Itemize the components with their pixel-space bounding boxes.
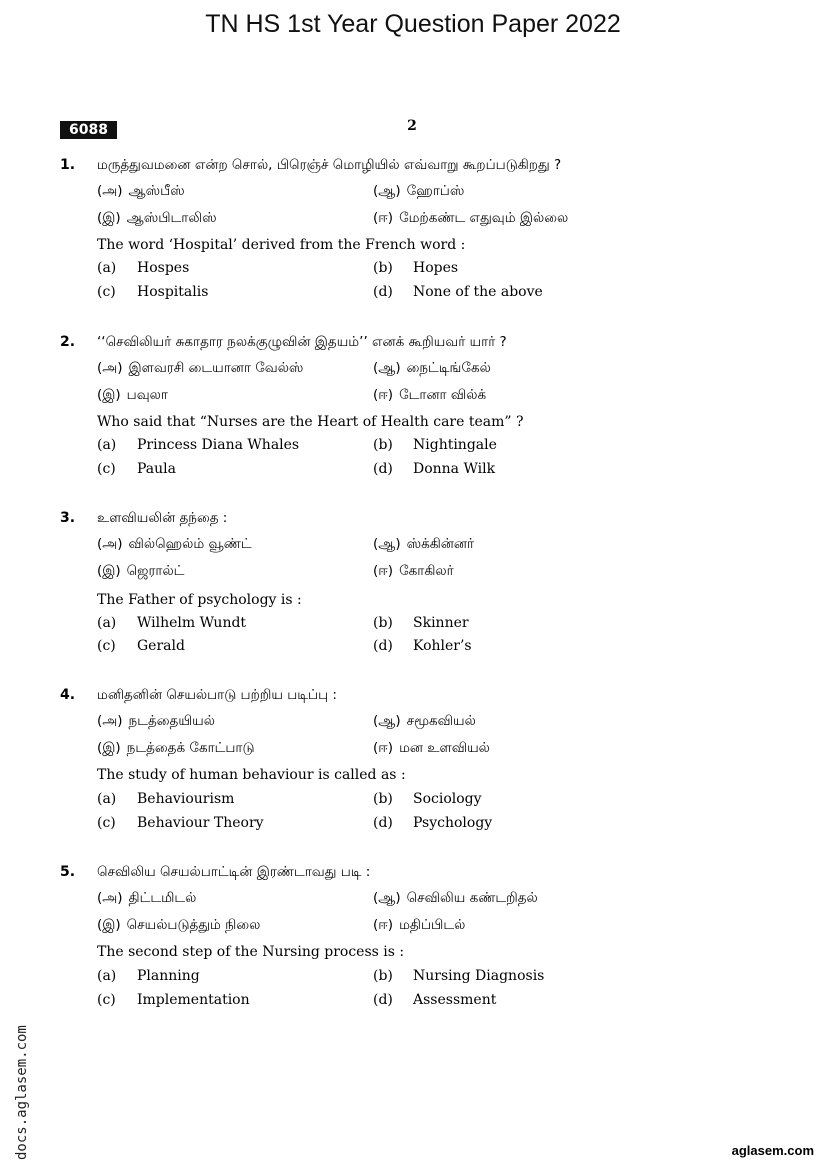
option-text: Hopes xyxy=(413,260,459,276)
option-text: கோகிலர் xyxy=(399,563,454,579)
english-option xyxy=(97,791,234,807)
option-label: (a) xyxy=(97,260,117,276)
tamil-option xyxy=(97,210,217,228)
option-label: (d) xyxy=(373,992,393,1008)
page-number: 2 xyxy=(407,118,417,134)
question-text-tamil: செவிலிய செயல்பாட்டின் இரண்டாவது படி : xyxy=(97,864,371,880)
option-label: (a) xyxy=(97,791,117,807)
english-option xyxy=(373,968,544,984)
option-text: Assessment xyxy=(413,992,497,1008)
question-number: 4. xyxy=(60,687,76,703)
option-label: (a) xyxy=(97,615,117,631)
option-text: சமூகவியல் xyxy=(406,713,476,729)
option-label: (ஈ) xyxy=(373,210,394,226)
option-label: (அ) xyxy=(97,713,123,729)
tamil-option xyxy=(97,360,303,378)
tamil-option xyxy=(97,917,260,935)
tamil-option xyxy=(373,536,474,554)
option-label: (ஆ) xyxy=(373,536,401,552)
option-text: டோனா வில்க் xyxy=(399,387,487,403)
option-text: Psychology xyxy=(413,815,493,831)
option-label: (a) xyxy=(97,968,117,984)
option-label: (ஆ) xyxy=(373,890,401,906)
english-option xyxy=(373,815,492,831)
option-text: நைட்டிங்கேல் xyxy=(406,360,491,376)
option-label: (b) xyxy=(373,437,393,453)
option-label: (அ) xyxy=(97,890,123,906)
english-option xyxy=(97,615,246,631)
option-text: Donna Wilk xyxy=(413,461,496,477)
question-text-english: The Father of psychology is : xyxy=(97,592,302,608)
option-label: (ஆ) xyxy=(373,713,401,729)
question-text-english: The second step of the Nursing process is : xyxy=(97,944,405,960)
paper-code-badge: 6088 xyxy=(60,121,117,139)
english-option xyxy=(373,791,482,807)
option-text: Nursing Diagnosis xyxy=(413,968,545,984)
option-label: (இ) xyxy=(97,740,121,756)
option-text: Skinner xyxy=(413,615,469,631)
english-option xyxy=(373,615,469,631)
question-text-tamil: உளவியலின் தந்தை : xyxy=(97,510,228,526)
question-text-english: Who said that “Nurses are the Heart of Health care team” ? xyxy=(97,414,524,430)
option-text: Wilhelm Wundt xyxy=(137,615,247,631)
tamil-option xyxy=(373,740,490,758)
tamil-option xyxy=(97,890,196,908)
tamil-option xyxy=(373,713,476,731)
english-option xyxy=(97,638,185,654)
option-text: Kohler’s xyxy=(413,638,472,654)
question-text-tamil: ‘‘செவிலியர் சுகாதார நலக்குழுவின் இதயம்’’ எனக் கூறியவர் யார் ? xyxy=(97,334,507,350)
option-text: Nightingale xyxy=(413,437,497,453)
option-label: (b) xyxy=(373,791,393,807)
english-option xyxy=(373,638,472,654)
option-text: Princess Diana Whales xyxy=(137,437,300,453)
tamil-option xyxy=(373,890,538,908)
english-option xyxy=(373,437,497,453)
option-text: நடத்தைக் கோட்பாடு xyxy=(126,740,255,756)
option-label: (c) xyxy=(97,992,116,1008)
option-text: Planning xyxy=(137,968,200,984)
option-label: (அ) xyxy=(97,360,123,376)
option-text: ஹோப்ஸ் xyxy=(406,183,465,199)
english-option xyxy=(97,992,250,1008)
option-text: None of the above xyxy=(413,284,543,300)
option-label: (d) xyxy=(373,284,393,300)
english-option xyxy=(97,461,176,477)
tamil-option xyxy=(373,183,464,201)
tamil-option xyxy=(97,713,215,731)
option-label: (b) xyxy=(373,260,393,276)
option-text: Behaviourism xyxy=(137,791,235,807)
side-watermark: docs.aglasem.com xyxy=(14,1025,30,1160)
option-label: (d) xyxy=(373,638,393,654)
option-text: ஜெரால்ட் xyxy=(126,563,185,579)
option-text: வில்ஹெல்ம் வூண்ட் xyxy=(128,536,252,552)
tamil-option xyxy=(97,387,168,405)
footer-brand: aglasem.com xyxy=(731,1143,814,1158)
option-text: மதிப்பிடல் xyxy=(399,917,466,933)
option-text: செவிலிய கண்டறிதல் xyxy=(406,890,538,906)
option-text: Implementation xyxy=(137,992,250,1008)
tamil-option xyxy=(97,183,185,201)
option-label: (அ) xyxy=(97,183,123,199)
option-text: ஸ்க்கின்னர் xyxy=(406,536,475,552)
option-label: (ஈ) xyxy=(373,740,394,756)
option-text: திட்டமிடல் xyxy=(128,890,197,906)
option-text: செயல்படுத்தும் நிலை xyxy=(126,917,261,933)
english-option xyxy=(97,815,264,831)
option-text: ஆஸ்பிடாலிஸ் xyxy=(126,210,217,226)
tamil-option xyxy=(373,360,491,378)
option-label: (ஈ) xyxy=(373,563,394,579)
option-text: Behaviour Theory xyxy=(137,815,264,831)
option-label: (ஆ) xyxy=(373,360,401,376)
english-option xyxy=(97,260,189,276)
option-label: (c) xyxy=(97,284,116,300)
option-text: மன உளவியல் xyxy=(399,740,490,756)
option-label: (d) xyxy=(373,461,393,477)
english-option xyxy=(373,260,458,276)
english-option xyxy=(97,284,208,300)
question-text-english: The study of human behaviour is called as : xyxy=(97,767,406,783)
option-label: (அ) xyxy=(97,536,123,552)
question-number: 1. xyxy=(60,157,76,173)
question-number: 3. xyxy=(60,510,76,526)
option-text: இளவரசி டையானா வேல்ஸ் xyxy=(128,360,304,376)
option-text: Gerald xyxy=(137,638,185,654)
option-label: (இ) xyxy=(97,387,121,403)
option-label: (ஆ) xyxy=(373,183,401,199)
question-number: 2. xyxy=(60,334,76,350)
option-label: (ஈ) xyxy=(373,917,394,933)
english-option xyxy=(97,437,299,453)
option-label: (இ) xyxy=(97,210,121,226)
option-text: Hospes xyxy=(137,260,190,276)
option-label: (c) xyxy=(97,815,116,831)
option-text: Sociology xyxy=(413,791,482,807)
option-text: நடத்தையியல் xyxy=(128,713,215,729)
option-text: Paula xyxy=(137,461,176,477)
tamil-option xyxy=(97,536,252,554)
document-banner-title: TN HS 1st Year Question Paper 2022 xyxy=(205,10,621,38)
tamil-option xyxy=(373,563,454,581)
english-option xyxy=(373,992,496,1008)
option-label: (இ) xyxy=(97,563,121,579)
option-label: (ஈ) xyxy=(373,387,394,403)
question-text-tamil: மனிதனின் செயல்பாடு பற்றிய படிப்பு : xyxy=(97,687,337,703)
question-text-english: The word ‘Hospital’ derived from the French word : xyxy=(97,237,466,253)
option-label: (d) xyxy=(373,815,393,831)
option-text: ஆஸ்பீஸ் xyxy=(128,183,185,199)
option-label: (b) xyxy=(373,968,393,984)
option-label: (b) xyxy=(373,615,393,631)
tamil-option xyxy=(97,563,184,581)
tamil-option xyxy=(373,387,486,405)
option-text: பவுலா xyxy=(126,387,168,403)
tamil-option xyxy=(97,740,255,758)
question-text-tamil: மருத்துவமனை என்ற சொல், பிரெஞ்ச் மொழியில் எவ்வாறு கூறப்படுகிறது ? xyxy=(97,157,562,173)
tamil-option xyxy=(373,917,465,935)
question-number: 5. xyxy=(60,864,76,880)
option-label: (இ) xyxy=(97,917,121,933)
english-option xyxy=(373,284,543,300)
english-option xyxy=(97,968,200,984)
option-text: Hospitalis xyxy=(137,284,209,300)
tamil-option xyxy=(373,210,568,228)
english-option xyxy=(373,461,495,477)
option-label: (c) xyxy=(97,461,116,477)
option-label: (a) xyxy=(97,437,117,453)
option-label: (c) xyxy=(97,638,116,654)
option-text: மேற்கண்ட எதுவும் இல்லை xyxy=(399,210,569,226)
